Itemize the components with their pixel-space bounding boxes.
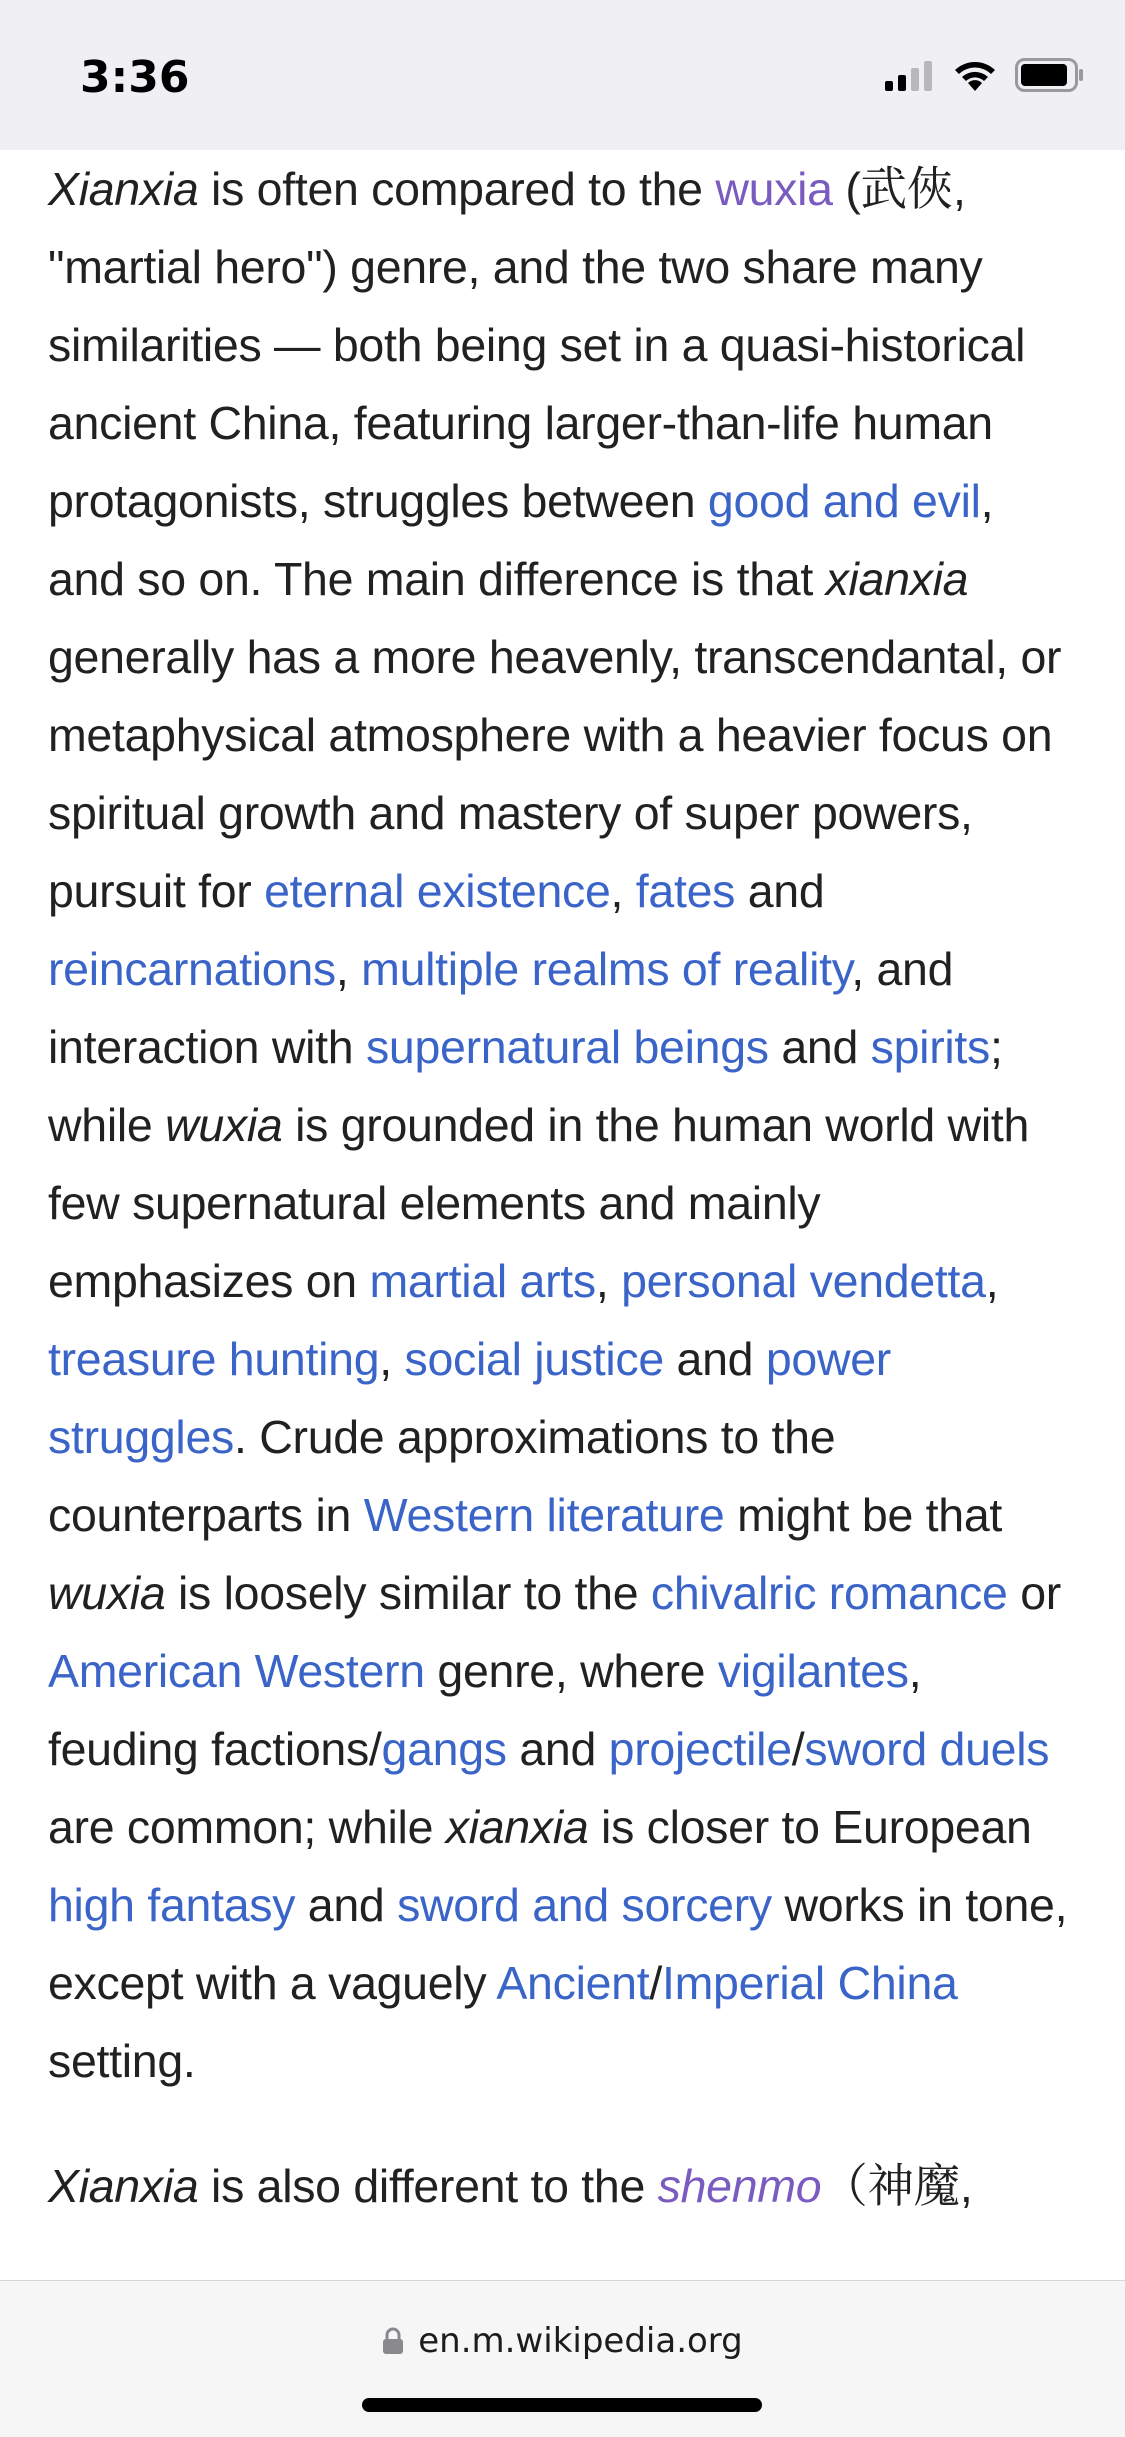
body-text: is grounded in the human world with few supernatural elements and mainly emphasizes on <box>48 1099 1030 1307</box>
italic-term: Xianxia <box>48 163 199 215</box>
italic-term: xianxia <box>445 1801 589 1853</box>
home-indicator[interactable] <box>362 2398 762 2412</box>
body-text: is loosely similar to the <box>165 1567 651 1619</box>
body-text: genre, where <box>424 1645 718 1697</box>
body-text: or <box>1007 1567 1061 1619</box>
body-text: / <box>791 1723 805 1775</box>
article-link[interactable]: Imperial China <box>661 1957 958 2009</box>
article-link[interactable]: social justice <box>404 1333 664 1385</box>
body-text: and <box>663 1333 766 1385</box>
article-link[interactable]: sword and sorcery <box>397 1879 772 1931</box>
status-bar <box>0 0 1125 150</box>
body-text: , <box>610 865 636 917</box>
italic-term: Xianxia <box>48 2160 199 2212</box>
article-link[interactable]: martial arts <box>369 1255 596 1307</box>
article-link[interactable]: personal vendetta <box>621 1255 986 1307</box>
body-text: and <box>295 1879 398 1931</box>
body-text: generally has a more heavenly, transcendantal, or metaphysical atmosphere with a heavier focus on spiritual growth and mastery of super powers, pursuit for <box>48 631 1062 917</box>
article-link[interactable]: fates <box>635 865 736 917</box>
article-link[interactable]: sword duels <box>804 1723 1050 1775</box>
cellular-signal-icon <box>885 59 935 91</box>
lock-icon <box>382 2327 404 2355</box>
article-link[interactable]: high fantasy <box>48 1879 296 1931</box>
body-text: ; while <box>48 1021 1003 1151</box>
article-link[interactable]: shenmo <box>657 2160 822 2212</box>
article-content <box>48 150 1068 2225</box>
article-link[interactable]: chivalric romance <box>650 1567 1008 1619</box>
body-text: works in tone, except with a vaguely <box>48 1879 1068 2009</box>
body-text: , feuding factions/ <box>48 1645 922 1775</box>
body-text: are common; while <box>48 1801 446 1853</box>
body-text: , <box>379 1333 405 1385</box>
url-text: en.m.wikipedia.org <box>418 2321 743 2361</box>
italic-term: wuxia <box>48 1567 166 1619</box>
body-text: , <box>985 1255 999 1307</box>
body-text: and <box>506 1723 609 1775</box>
body-text: setting. <box>48 2035 196 2087</box>
body-text: and <box>735 865 825 917</box>
battery-icon <box>1015 58 1085 92</box>
body-text: , and interaction with <box>48 943 954 1073</box>
italic-term: wuxia <box>165 1099 283 1151</box>
body-text: might be that <box>724 1489 1003 1541</box>
status-time: 3:36 <box>80 52 190 103</box>
body-text: is also different to the <box>198 2160 658 2212</box>
article-link[interactable]: vigilantes <box>717 1645 909 1697</box>
body-text: （神魔, <box>821 2160 973 2212</box>
body-text: / <box>649 1957 662 2009</box>
article-link[interactable]: treasure hunting <box>48 1333 380 1385</box>
body-text: (武俠, "martial hero") genre, and the two share many similarities — both being set in a quasi-historical ancient China, featuring larger-than-life human protagonists, struggles between <box>48 163 1026 527</box>
article-link[interactable]: Western literature <box>363 1489 725 1541</box>
url-bar[interactable] <box>0 2321 1125 2361</box>
italic-term: xianxia <box>825 553 969 605</box>
article-link[interactable]: multiple realms of reality <box>361 943 852 995</box>
body-text: , <box>335 943 362 995</box>
status-icons <box>885 58 1085 92</box>
body-text: and <box>768 1021 871 1073</box>
article-link[interactable]: power struggles <box>48 1333 891 1463</box>
body-text: . Crude approximations to the counterparts in <box>48 1411 836 1541</box>
article-link[interactable]: American Western <box>48 1645 425 1697</box>
article-link[interactable]: Ancient <box>496 1957 650 2009</box>
article-link[interactable]: supernatural beings <box>365 1021 769 1073</box>
article-paragraph <box>48 2147 1068 2225</box>
article-link[interactable]: gangs <box>381 1723 507 1775</box>
wifi-icon <box>953 58 997 92</box>
article-link[interactable]: reincarnations <box>48 943 336 995</box>
body-text: is often compared to the <box>198 163 716 215</box>
body-text: , <box>595 1255 622 1307</box>
article-link[interactable]: projectile <box>608 1723 792 1775</box>
article-link[interactable]: good and evil <box>707 475 981 527</box>
article-paragraph <box>48 150 1068 2100</box>
article-link[interactable]: eternal existence <box>264 865 611 917</box>
body-text: , and so on. The main difference is that <box>48 475 994 605</box>
body-text: is closer to European <box>588 1801 1032 1853</box>
article-link[interactable]: spirits <box>870 1021 990 1073</box>
article-link[interactable]: wuxia <box>715 163 833 215</box>
browser-bottom-bar <box>0 2280 1125 2437</box>
